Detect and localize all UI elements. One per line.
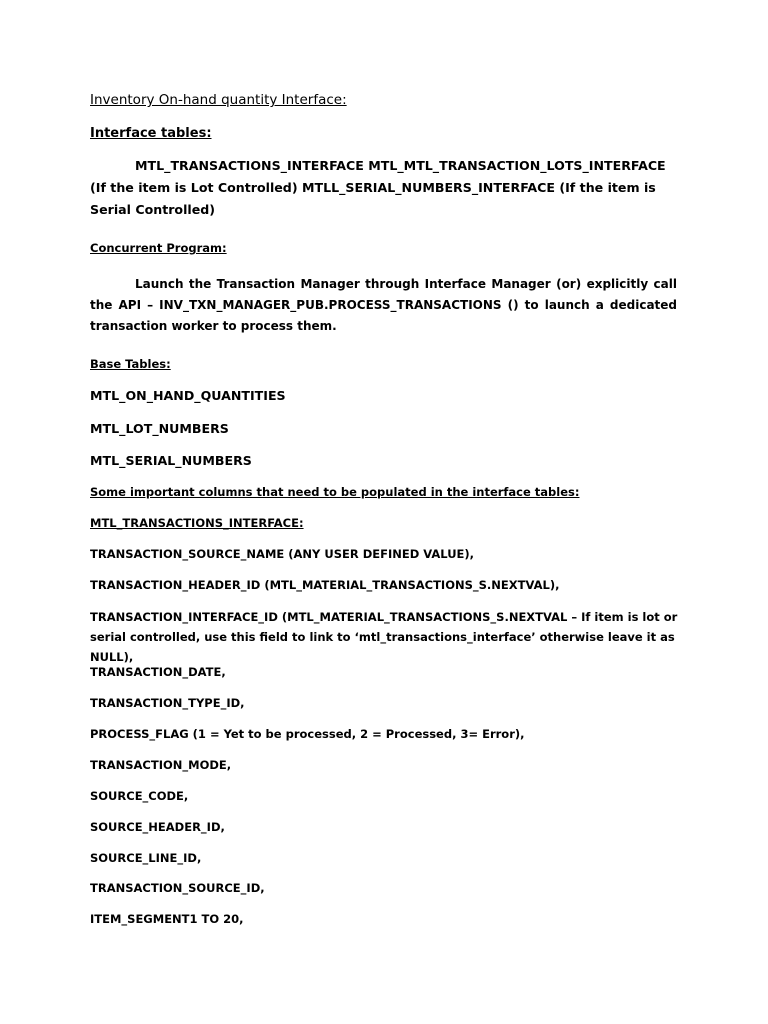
column-item: TRANSACTION_SOURCE_ID, <box>90 881 265 895</box>
base-table-item: MTL_ON_HAND_QUANTITIES <box>90 388 286 403</box>
base-tables-heading: Base Tables: <box>90 357 171 371</box>
interface-tables-text: MTL_TRANSACTIONS_INTERFACE MTL_MTL_TRANSACTION_LOTS_INTERFACE (If the item is Lot Controlled) MTLL_SERIAL_NUMBERS_INTERFACE (If the item is Serial Controlled) <box>90 158 666 217</box>
column-item: PROCESS_FLAG (1 = Yet to be processed, 2 = Processed, 3= Error), <box>90 727 525 741</box>
concurrent-program-text: Launch the Transaction Manager through Interface Manager (or) explicitly call the API – INV_TXN_MANAGER_PUB.PROCESS_TRANSACTIONS () to launch a dedicated transaction worker to process them. <box>90 277 677 333</box>
important-columns-heading: Some important columns that need to be populated in the interface tables: <box>90 485 580 499</box>
column-item: SOURCE_CODE, <box>90 789 189 803</box>
column-item: TRANSACTION_MODE, <box>90 758 232 772</box>
column-item: ITEM_SEGMENT1 TO 20, <box>90 912 244 926</box>
column-item: TRANSACTION_TYPE_ID, <box>90 696 245 710</box>
interface-subheading: MTL_TRANSACTIONS_INTERFACE: <box>90 516 304 530</box>
column-item: SOURCE_LINE_ID, <box>90 851 202 865</box>
document-title: Inventory On-hand quantity Interface: <box>90 92 347 108</box>
interface-tables-heading: Interface tables: <box>90 126 212 141</box>
column-item: TRANSACTION_INTERFACE_ID (MTL_MATERIAL_TRANSACTIONS_S.NEXTVAL – If item is lot or serial controlled, use this field to link to ‘mtl_transactions_interface’ otherwise leave it as NULL), <box>90 610 678 664</box>
concurrent-program-heading: Concurrent Program: <box>90 241 227 255</box>
base-table-item: MTL_LOT_NUMBERS <box>90 421 229 436</box>
column-item: TRANSACTION_DATE, <box>90 665 226 679</box>
column-item: SOURCE_HEADER_ID, <box>90 820 225 834</box>
base-table-item: MTL_SERIAL_NUMBERS <box>90 453 252 468</box>
column-item: TRANSACTION_HEADER_ID (MTL_MATERIAL_TRANSACTIONS_S.NEXTVAL), <box>90 578 560 592</box>
column-item: TRANSACTION_SOURCE_NAME (ANY USER DEFINED VALUE), <box>90 547 475 561</box>
